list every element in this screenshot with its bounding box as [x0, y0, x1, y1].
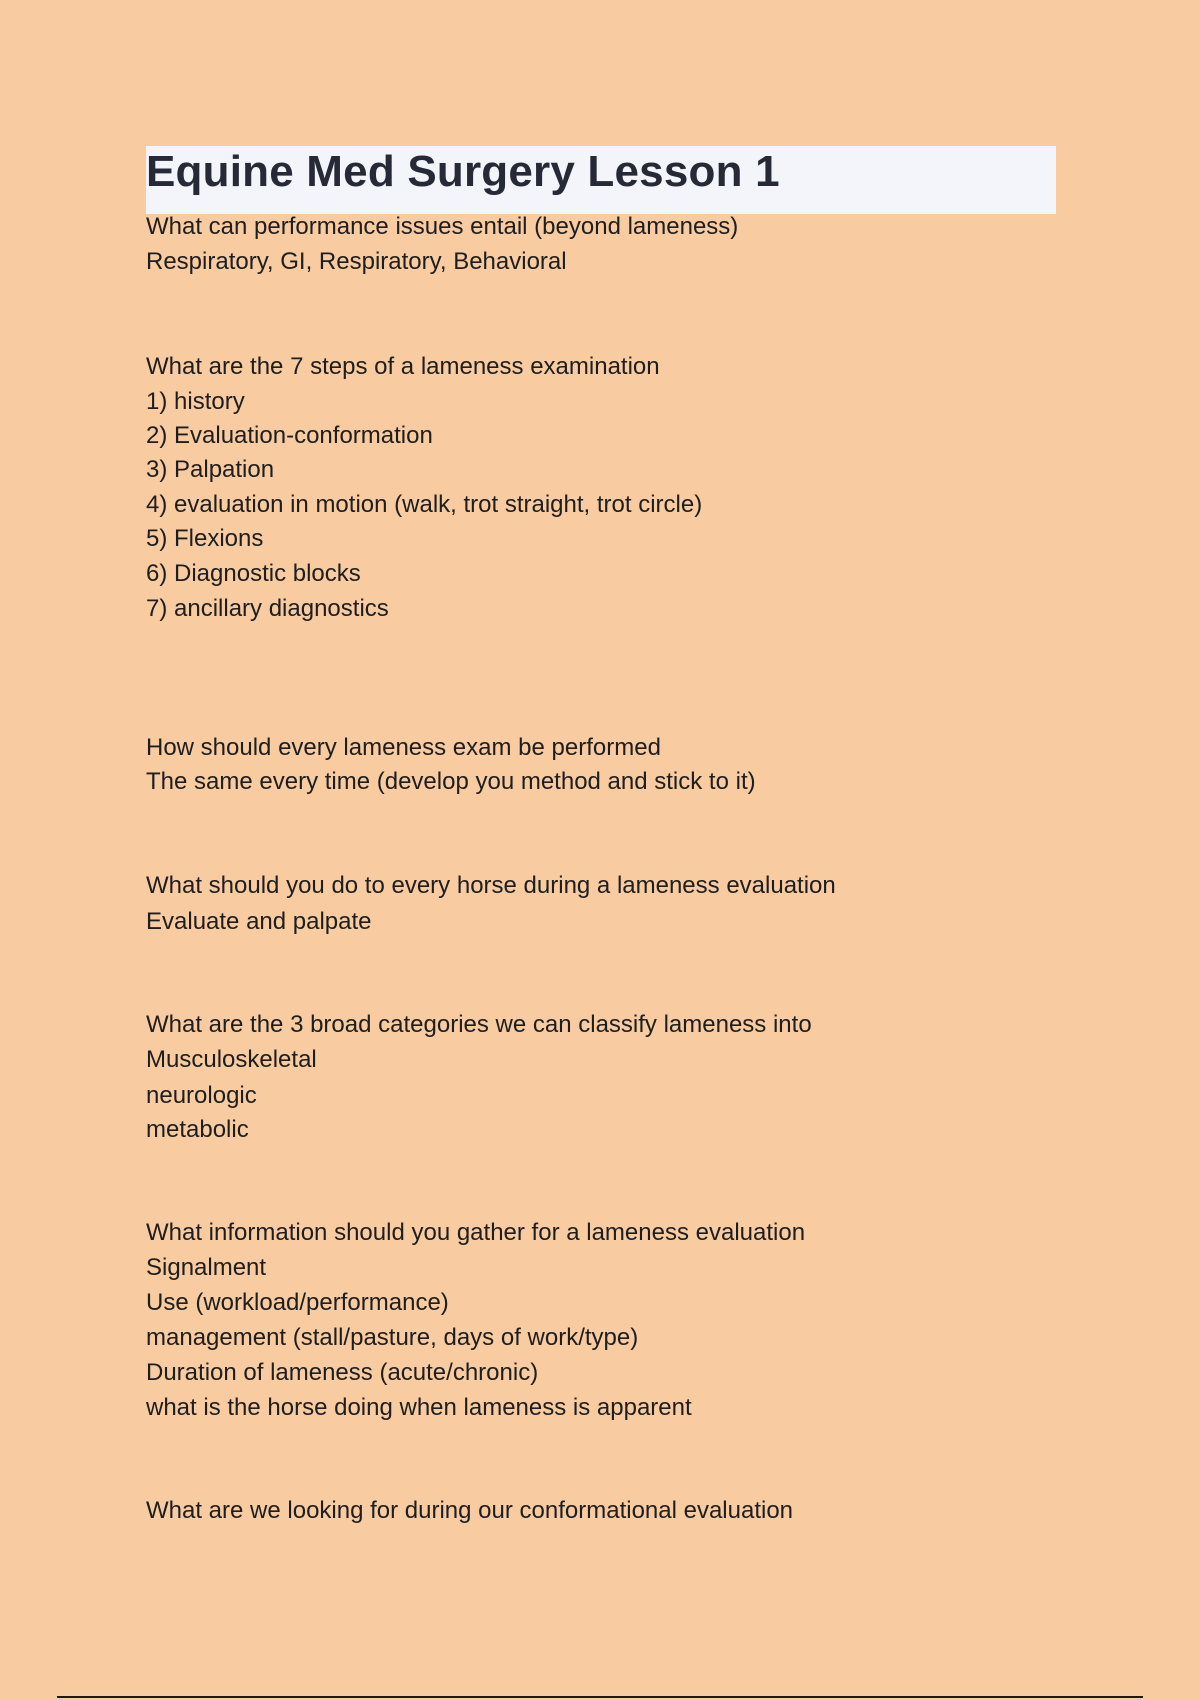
answer-performance-issues: Respiratory, GI, Respiratory, Behavioral	[146, 248, 567, 275]
question-lameness-categories: What are the 3 broad categories we can classify lameness into	[146, 1011, 812, 1038]
list-item: Duration of lameness (acute/chronic)	[146, 1359, 539, 1386]
list-item: 7) ancillary diagnostics	[146, 595, 389, 622]
question-conformational-evaluation: What are we looking for during our conformational evaluation	[146, 1497, 794, 1524]
document-title: Equine Med Surgery Lesson 1	[146, 147, 780, 196]
list-item: 4) evaluation in motion (walk, trot straight, trot circle)	[146, 491, 703, 518]
list-item: Signalment	[146, 1254, 267, 1281]
list-item: Use (workload/performance)	[146, 1289, 449, 1316]
question-every-horse: What should you do to every horse during a lameness evaluation	[146, 872, 836, 899]
list-item: 6) Diagnostic blocks	[146, 560, 361, 587]
list-item: neurologic	[146, 1082, 257, 1109]
question-lameness-steps: What are the 7 steps of a lameness examination	[146, 353, 660, 380]
list-item: what is the horse doing when lameness is apparent	[146, 1394, 692, 1421]
list-item: Musculoskeletal	[146, 1046, 317, 1073]
bottom-divider	[57, 1696, 1143, 1698]
question-performance-issues: What can performance issues entail (beyond lameness)	[146, 213, 739, 240]
question-information-gather: What information should you gather for a lameness evaluation	[146, 1219, 806, 1246]
list-item: 2) Evaluation-conformation	[146, 422, 433, 449]
answer-exam-method: The same every time (develop you method and stick to it)	[146, 768, 756, 795]
question-exam-method: How should every lameness exam be performed	[146, 734, 661, 761]
answer-every-horse: Evaluate and palpate	[146, 908, 372, 935]
list-item: 5) Flexions	[146, 525, 264, 552]
list-item: management (stall/pasture, days of work/type)	[146, 1324, 639, 1351]
list-item: 1) history	[146, 388, 245, 415]
list-item: metabolic	[146, 1116, 249, 1143]
list-item: 3) Palpation	[146, 456, 275, 483]
